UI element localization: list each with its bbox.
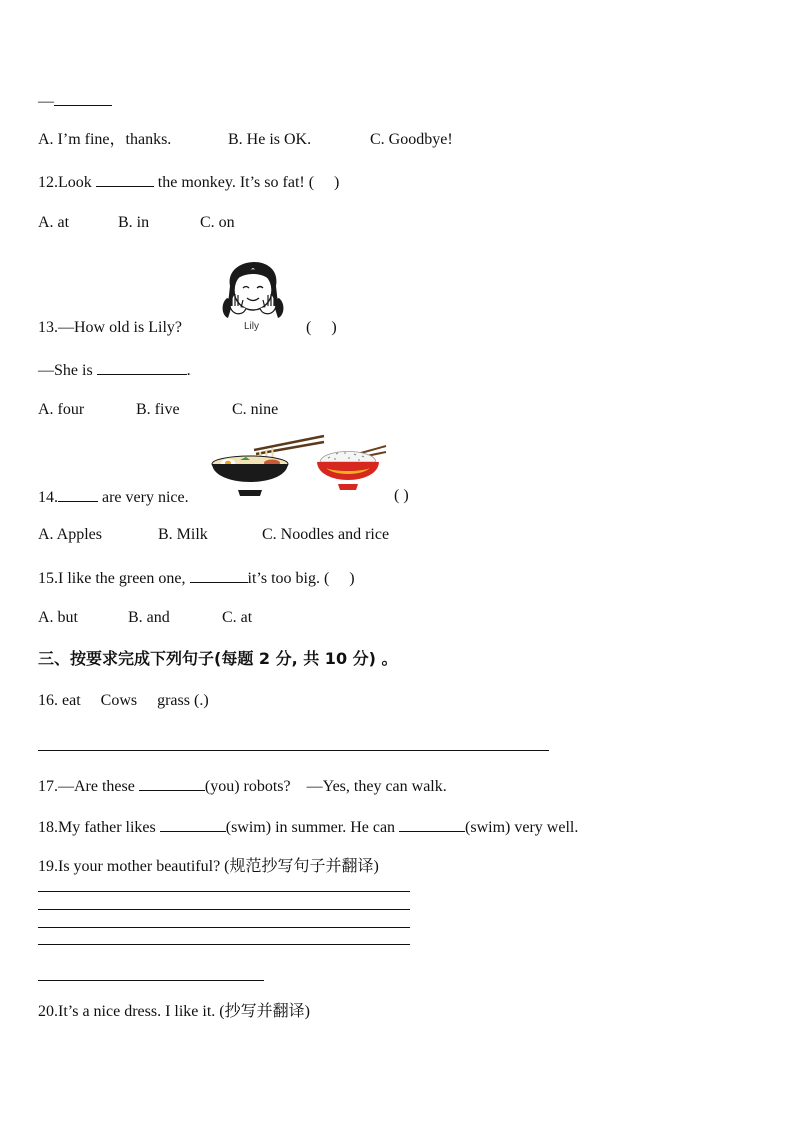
q13-answer-line: —She is .	[38, 359, 191, 381]
q12-option-a[interactable]: A. at	[38, 214, 70, 231]
q11-options	[38, 130, 453, 150]
q14-blank[interactable]	[58, 486, 98, 502]
q11-option-a[interactable]: A. I’m fine，thanks.	[38, 131, 172, 148]
q13-blank[interactable]	[97, 359, 187, 375]
q12-question: 12.Look the monkey. It’s so fat! ( )	[38, 171, 339, 193]
q15-options	[38, 608, 252, 628]
q19-translation-line[interactable]	[38, 980, 264, 981]
q16-question: 16. eat Cows grass (.)	[38, 692, 209, 709]
q11-answer-line: —	[38, 90, 112, 112]
rice-bowl-picture	[314, 444, 388, 494]
noodle-bowl-picture	[210, 432, 328, 504]
q18-blank-1[interactable]	[160, 816, 226, 832]
q19-writing-line-1[interactable]	[38, 891, 410, 892]
q20-question: 20.It’s a nice dress. I like it. (抄写并翻译)	[38, 1003, 310, 1020]
q18-blank-2[interactable]	[399, 816, 465, 832]
q11-option-c[interactable]: C. Goodbye!	[370, 131, 453, 148]
q13-paren[interactable]: ( )	[306, 319, 337, 336]
q12-blank[interactable]	[96, 171, 154, 187]
lily-girl-picture	[218, 246, 288, 334]
q15-question: 15.I like the green one, it’s too big. ( )	[38, 567, 355, 589]
q19-question: 19.Is your mother beautiful? (规范抄写句子并翻译)	[38, 858, 379, 875]
q11-blank[interactable]	[54, 90, 112, 106]
q17-blank[interactable]	[139, 775, 205, 791]
q14-option-b[interactable]: B. Milk	[158, 526, 208, 543]
q18-question: 18.My father likes (swim) in summer. He can (swim) very well.	[38, 816, 578, 838]
q15-option-b[interactable]: B. and	[128, 609, 170, 626]
q19-writing-line-3[interactable]	[38, 927, 410, 928]
q14-paren[interactable]: ( )	[394, 487, 409, 504]
q14-option-a[interactable]: A. Apples	[38, 526, 102, 543]
q13-option-a[interactable]: A. four	[38, 401, 85, 418]
section-3-heading: 三、按要求完成下列句子(每题 2 分, 共 10 分) 。	[38, 649, 398, 668]
q19-writing-line-4[interactable]	[38, 944, 410, 945]
q13-option-b[interactable]: B. five	[136, 401, 180, 418]
q13-question: 13.—How old is Lily?	[38, 319, 182, 336]
q13-option-c[interactable]: C. nine	[232, 401, 279, 418]
q11-option-b[interactable]: B. He is OK.	[228, 131, 312, 148]
q12-option-b[interactable]: B. in	[118, 214, 150, 231]
q14-question: 14. are very nice.	[38, 486, 189, 508]
q13-options	[38, 400, 278, 420]
q15-blank[interactable]	[190, 567, 248, 583]
q12-option-c[interactable]: C. on	[200, 214, 235, 231]
q15-option-c[interactable]: C. at	[222, 609, 253, 626]
lily-caption: Lily	[244, 321, 260, 332]
q14-options	[38, 525, 389, 545]
q12-options	[38, 213, 235, 233]
q16-answer-line[interactable]	[38, 750, 549, 751]
q17-question: 17.—Are these (you) robots? —Yes, they can walk.	[38, 775, 447, 797]
q14-option-c[interactable]: C. Noodles and rice	[262, 526, 390, 543]
q15-option-a[interactable]: A. but	[38, 609, 78, 626]
q19-writing-line-2[interactable]	[38, 909, 410, 910]
